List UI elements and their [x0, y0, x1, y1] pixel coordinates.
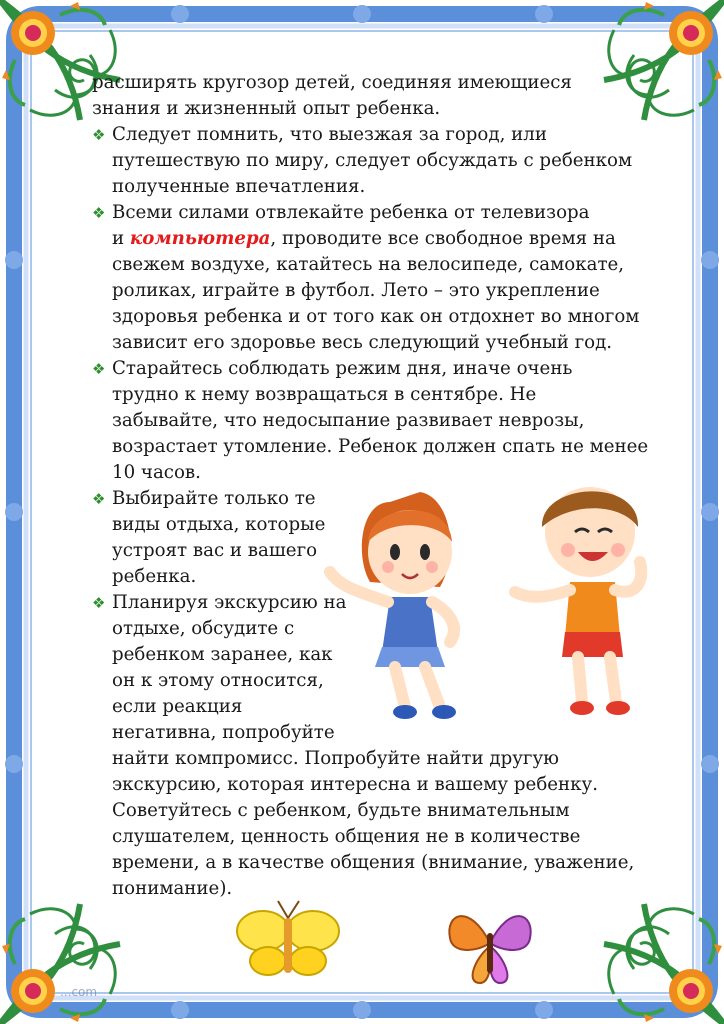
bullet-line: ❖ Всеми силами отвлекайте ребенка от телевизора: [92, 200, 662, 226]
text-line: полученные впечатления.: [112, 176, 366, 197]
butterfly-icon: [233, 896, 343, 986]
text-line: свежем воздухе, катайтесь на велосипеде, самокате,: [112, 254, 625, 275]
bullet-line: ❖ Следует помнить, что выезжая за город, или: [92, 122, 662, 148]
bullet-line: ❖ Старайтесь соблюдать режим дня, иначе очень: [92, 356, 662, 382]
diamond-bullet-icon: ❖: [92, 490, 106, 508]
text-line: экскурсию, которая интересна и вашему ребенку.: [112, 774, 599, 795]
text-line: понимание).: [112, 878, 233, 899]
text-line: устроят вас и вашего: [112, 540, 318, 561]
watermark: ...com: [60, 985, 98, 999]
text-line: отдыхе, обсудите с: [112, 618, 295, 639]
text-line: и компьютера, проводите все свободное время на: [112, 228, 616, 249]
text-line: забывайте, что недосыпание развивает неврозы,: [112, 410, 585, 431]
text-line: слушателем, ценность общения не в количестве: [112, 826, 581, 847]
text-line: он к этому относится,: [112, 670, 324, 691]
bullet-line: ❖ Выбирайте только те: [92, 486, 662, 512]
text-line: виды отдыха, которые: [112, 514, 326, 535]
bullet-line: ❖ Планируя экскурсию на: [92, 590, 662, 616]
girl-cartoon-icon: [330, 492, 456, 719]
text-line: негативна, попробуйте: [112, 722, 335, 743]
text-line: ребенка.: [112, 566, 197, 587]
diamond-bullet-icon: ❖: [92, 126, 106, 144]
diamond-bullet-icon: ❖: [92, 594, 106, 612]
text-line: 10 часов.: [112, 462, 201, 483]
diamond-bullet-icon: ❖: [92, 204, 106, 222]
butterfly-icon: [440, 898, 540, 988]
text-line: времени, а в качестве общения (внимание, уважение,: [112, 852, 635, 873]
text-line: здоровья ребенка и от того как он отдохнет во многом: [112, 306, 640, 327]
text-line: зависит его здоровье весь следующий учебный год.: [112, 332, 613, 353]
highlighted-word: компьютера: [129, 228, 271, 249]
text-line: знания и жизненный опыт ребенка.: [92, 98, 441, 119]
text-line: роликах, играйте в футбол. Лето – это укрепление: [112, 280, 600, 301]
text-line: если реакция: [112, 696, 243, 717]
text-line: Советуйтесь с ребенком, будьте внимательным: [112, 800, 570, 821]
text-line: расширять кругозор детей, соединяя имеющиеся: [92, 72, 572, 93]
text-line: трудно к нему возвращаться в сентябре. Не: [112, 384, 537, 405]
text-line: путешествую по миру, следует обсуждать с ребенком: [112, 150, 633, 171]
text-line: найти компромисс. Попробуйте найти другую: [112, 748, 559, 769]
text-line: возрастает утомление. Ребенок должен спать не менее: [112, 436, 649, 457]
boy-cartoon-icon: [515, 487, 641, 715]
diamond-bullet-icon: ❖: [92, 360, 106, 378]
text-line: ребенком заранее, как: [112, 644, 333, 665]
children-illustration: [320, 462, 670, 737]
